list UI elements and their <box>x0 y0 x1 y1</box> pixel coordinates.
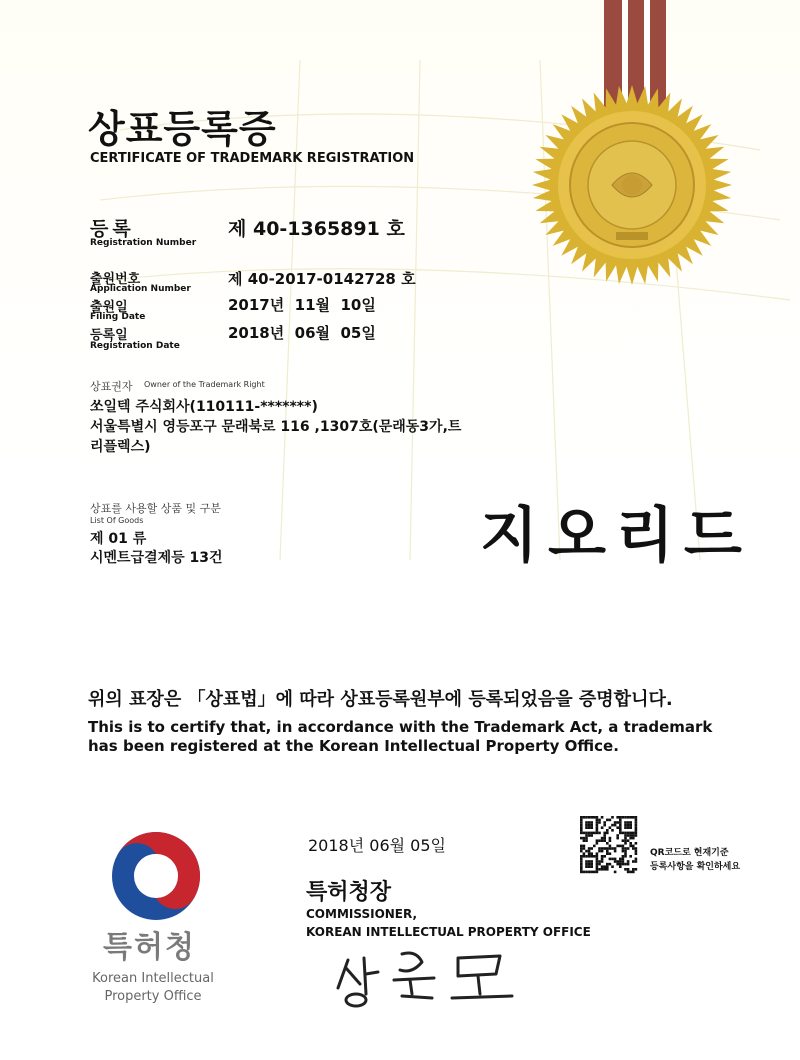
commissioner-title-english-line2: KOREAN INTELLECTUAL PROPERTY OFFICE <box>306 925 591 939</box>
application-label-english: Application Number <box>90 284 191 294</box>
registration-label-english: Registration Number <box>90 238 197 248</box>
filing-date-label-korean: 출원일 <box>90 300 128 315</box>
filing-date-label-english: Filing Date <box>90 312 146 322</box>
certification-statement-korean: 위의 표장은 「상표법」에 따라 상표등록원부에 등록되었음을 증명합니다. <box>88 689 673 710</box>
commissioner-signature-icon <box>330 940 520 1010</box>
certification-statement-english-line2: has been registered at the Korean Intellectual Property Office. <box>88 737 619 755</box>
qr-instruction-line2: 등록사항을 확인하세요 <box>650 862 741 872</box>
certificate-title-english: CERTIFICATE OF TRADEMARK REGISTRATION <box>90 151 415 166</box>
qr-code-icon[interactable] <box>580 816 638 874</box>
owner-label-english: Owner of the Trademark Right <box>144 380 265 389</box>
application-label-korean: 출원번호 <box>90 272 141 287</box>
certificate-title-korean: 상표등록증 <box>88 107 277 151</box>
qr-instruction-line1: QR코드로 현재기준 <box>650 848 729 858</box>
kipo-logo-korean: 특허청 <box>103 930 196 965</box>
trademark-mark: 지오리드 <box>480 501 752 571</box>
kipo-logo-english-line2: Property Office <box>104 989 202 1004</box>
kipo-taegeuk-logo-icon <box>108 828 204 924</box>
registration-date-label-english: Registration Date <box>90 341 180 351</box>
owner-address-line1: 서울특별시 영등포구 문래북로 116 ,1307호(문래동3가,트 <box>90 419 462 435</box>
commissioner-title-english-line1: COMMISSIONER, <box>306 907 418 921</box>
application-number: 제 40-2017-0142728 호 <box>228 270 416 288</box>
registration-number: 제 40-1365891 호 <box>228 218 405 240</box>
filing-date: 2017년 11월 10일 <box>228 296 376 314</box>
registration-date-label-korean: 등록일 <box>90 328 128 343</box>
goods-class: 제 01 류 <box>90 531 147 547</box>
goods-label-korean: 상표를 사용할 상품 및 구분 <box>90 502 221 515</box>
commissioner-title-korean: 특허청장 <box>306 880 392 905</box>
registration-label-korean: 등록 <box>90 218 135 240</box>
owner-name: 쏘일텍 주식회사(110111-*******) <box>90 399 318 415</box>
certification-statement-english-line1: This is to certify that, in accordance with the Trademark Act, a trademark <box>88 718 713 736</box>
kipo-logo-english-line1: Korean Intellectual <box>92 971 214 986</box>
owner-label-korean: 상표권자 <box>90 380 133 393</box>
gold-seal-icon <box>528 0 734 290</box>
registration-date: 2018년 06월 05일 <box>228 324 376 342</box>
goods-items: 시멘트급결제등 13건 <box>90 550 223 566</box>
goods-label-english: List Of Goods <box>90 516 144 525</box>
issue-date: 2018년 06월 05일 <box>308 836 446 855</box>
owner-address-line2: 리플렉스) <box>90 439 151 455</box>
